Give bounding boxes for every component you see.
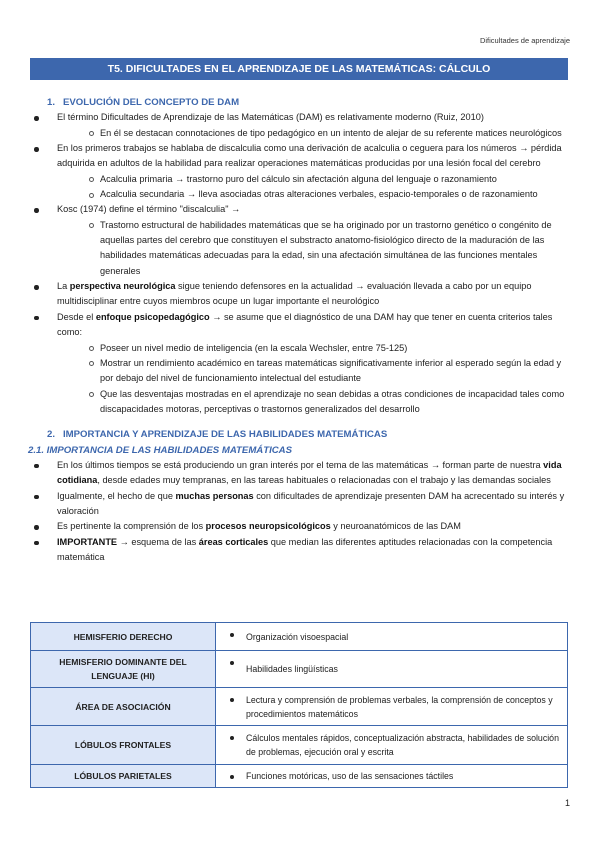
table-row [31,623,568,651]
text: Desde el [57,311,96,322]
text: Trastorno estructural de habilidades matemáticas que se ha originado por un trastorno genético o congénito de aquellas partes del cerebro que constituyen el substracto anatomo-fisiológico directo de la maduración de las habilidades matemáticas adecuadas para la edad, sin una afectación simultánea de las funciones mentales generales [100,219,552,276]
section-number: 2. [47,429,56,441]
bold-text: muchas personas [175,490,254,501]
text: que median las diferentes aptitudes relacionadas con la competencia matemática [57,536,553,562]
function-cell: Organización visoespacial [216,623,568,651]
subsection-2-1-heading: 2.1. IMPORTANCIA DE LAS HABILIDADES MATEMÁTICAS [28,444,293,456]
text: → esquema de las [117,536,199,547]
bullet-item [30,279,570,310]
sub-bullet-item [30,172,570,187]
bold-text: procesos neuropsicológicos [205,521,331,532]
area-cell: HEMISFERIO DOMINANTE DEL LENGUAJE (HI) [31,651,216,688]
table-row [31,726,568,765]
bullet-item [30,202,570,217]
section-number: 1. [47,97,56,108]
sub-bullet-item [30,356,570,387]
area-cell: LÓBULOS PARIETALES [31,765,216,788]
text: y neuroanatómicos de las DAM [330,521,461,532]
bullet-item [30,489,570,520]
sub-bullet-item [30,218,570,279]
text: Que las desventajas mostradas en el aprendizaje no sean debidas a otras condiciones de incapacidad tales como discapacidades motoras, perceptivas o trastornos generalizados del desarrollo [100,388,565,414]
section-2-heading [30,427,570,442]
running-header: Dificultades de aprendizaje [479,36,570,45]
text: En los primeros trabajos se hablaba de discalculia como una derivación de acalculia o ceguera para los números → pérdida adquirida en adultos de la habilidad para realizar operaciones matemáticas producidas por una lesión focal del cerebro [57,143,562,169]
text: Es pertinente la comprensión de los [57,521,206,532]
bold-text: vida cotidiana [57,459,562,486]
text: En él se destacan connotaciones de tipo pedagógico en un intento de alejar de su referente matices neurológicos [100,127,562,138]
section-title: EVOLUCIÓN DEL CONCEPTO DE DAM [63,97,240,108]
section-2-list [30,458,570,565]
bold-text: perspectiva neurológica [69,281,176,292]
function-cell: Cálculos mentales rápidos, conceptualización abstracta, habilidades de solución de problemas, ejecución oral y escrita [216,726,568,765]
document-body [30,95,570,565]
text: con dificultades de aprendizaje presenten DAM ha acrecentado su interés y valoración [57,490,565,516]
text: Kosc (1974) define el término "discalculia" → [57,204,241,215]
area-cell: ÁREA DE ASOCIACIÓN [31,688,216,726]
text: Poseer un nivel medio de inteligencia (en la escala Wechsler, entre 75-125) [100,342,408,353]
function-cell: Funciones motóricas, uso de las sensaciones táctiles [216,765,568,788]
bullet-item [30,458,570,489]
bold-text: enfoque psicopedagógico [95,311,210,322]
bullet-item [30,519,570,534]
area-cell: LÓBULOS FRONTALES [31,726,216,765]
table-row [31,688,568,726]
document-title: T5. DIFICULTADES EN EL APRENDIZAJE DE LAS MATEMÁTICAS: CÁLCULO [30,58,568,80]
cortical-areas-table [30,622,568,788]
bold-text: IMPORTANTE [57,536,118,547]
table-row [31,651,568,688]
section-1-list [30,110,570,417]
text: → se asume que el diagnóstico de una DAM hay que tener en cuenta criterios tales como: [57,311,553,338]
text: Acalculia primaria → trastorno puro del cálculo sin afectación alguna del lenguaje o razonamiento [100,173,497,184]
text: La [57,281,70,292]
bold-text: áreas corticales [198,536,269,547]
text: , desde edades muy tempranas, en las tareas habituales o relacionadas con el trabajo y las demandas sociales [97,475,551,486]
text: El término Dificultades de Aprendizaje de las Matemáticas (DAM) es relativamente moderno (Ruiz, 2010) [57,112,484,123]
text: Acalculia secundaria → lleva asociadas otras alteraciones verbales, espacio-temporales o de razonamiento [100,189,538,200]
sub-bullet-item [30,341,570,356]
function-cell: Lectura y comprensión de problemas verbales, la comprensión de conceptos y procedimientos matemáticos [216,688,568,726]
bullet-item [30,141,570,172]
text: sigue teniendo defensores en la actualidad → evaluación llevada a cabo por un equipo multidisciplinar entre cuyos miembros ocupe un lugar importante el neurológico [57,281,532,307]
bullet-item [30,535,570,566]
text: Mostrar un rendimiento académico en tareas matemáticas significativamente inferior al esperado según la edad y por debajo del nivel de funcionamiento intelectual del estudiante [100,357,562,384]
bullet-item [30,310,570,341]
table-row [31,765,568,788]
text: En los últimos tiempos se está produciendo un gran interés por el tema de las matemáticas → forman parte de nuestra [57,459,544,470]
area-cell: HEMISFERIO DERECHO [31,623,216,651]
section-1-heading [30,95,570,110]
bullet-item [30,110,570,125]
sub-bullet-item [30,126,570,141]
sub-bullet-item [30,187,570,202]
text: Igualmente, el hecho de que [57,490,176,501]
section-title: IMPORTANCIA Y APRENDIZAJE DE LAS HABILIDADES MATEMÁTICAS [63,429,388,441]
sub-bullet-item [30,387,570,418]
page-number: 1 [564,798,570,808]
function-cell: Habilidades lingüísticas [216,651,568,688]
